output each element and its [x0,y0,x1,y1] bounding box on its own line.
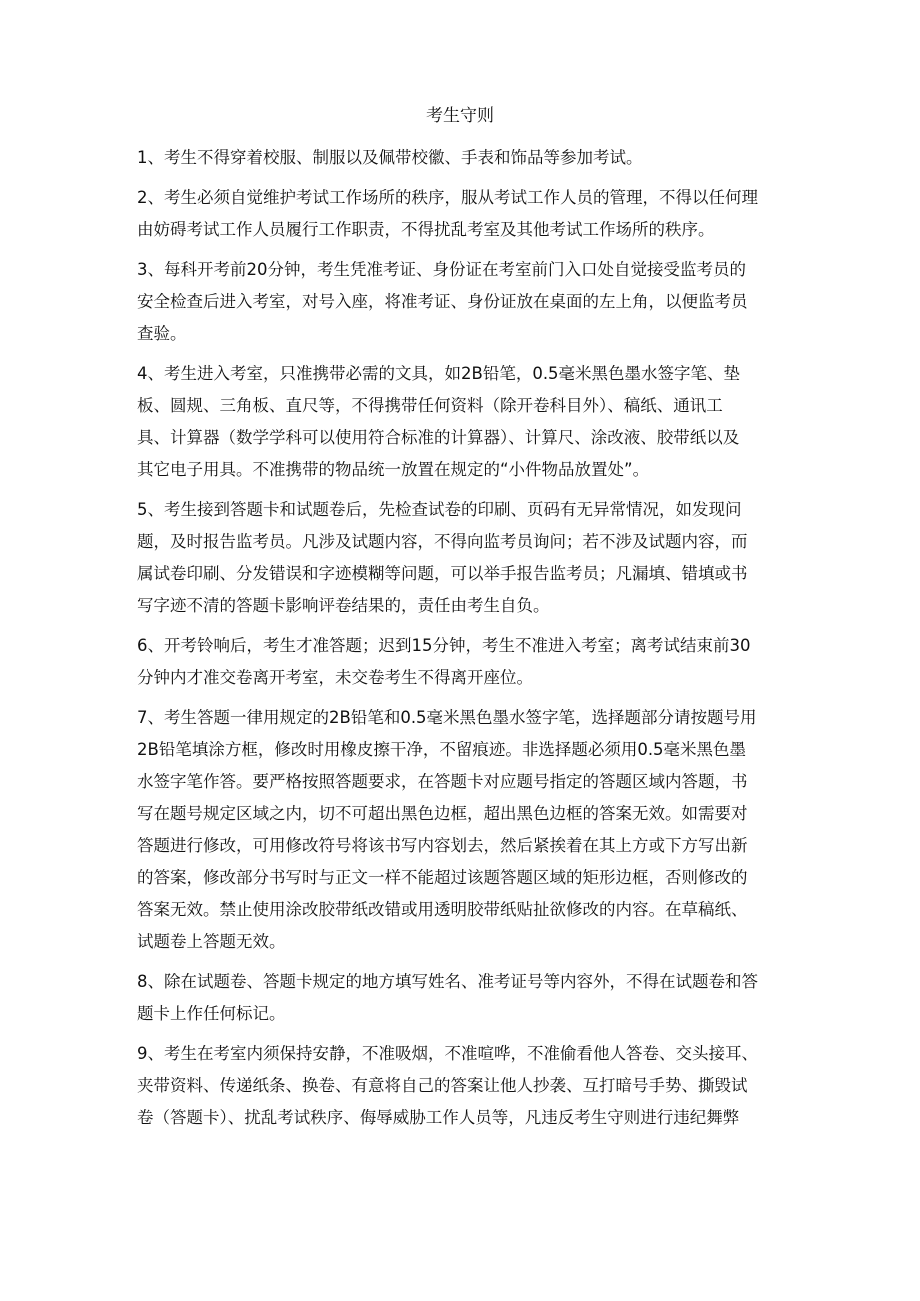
body-line: 卷（答题卡）、扰乱考试秩序、侮辱威胁工作人员等，凡违反考生守则进行违纪舞弊 [137,1108,740,1127]
body-line: 4、考生进入考室，只准携带必需的文具，如2B铅笔，0.5毫米黑色墨水签字笔、垫 [137,364,741,383]
body-line: 答案无效。禁止使用涂改胶带纸改错或用透明胶带纸贴扯欲修改的内容。在草稿纸、 [137,900,748,919]
body-line: 5、考生接到答题卡和试题卷后，先检查试卷的印刷、页码有无异常情况，如发现问 [137,500,742,519]
body-line: 2B铅笔填涂方框，修改时用橡皮擦干净，不留痕迹。非选择题必须用0.5毫米黑色墨 [137,740,747,759]
body-line: 由妨碍考试工作人员履行工作职责，不得扰乱考室及其他考试工作场所的秩序。 [137,220,715,239]
body-line: 题，及时报告监考员。凡涉及试题内容，不得向监考员询问；若不涉及试题内容，而 [137,532,748,551]
body-line: 3、每科开考前20分钟，考生凭准考证、身份证在考室前门入口处自觉接受监考员的 [137,260,746,279]
body-line: 其它电子用具。不准携带的物品统一放置在规定的“小件物品放置处”。 [137,460,650,479]
body-line: 写在题号规定区域之内，切不可超出黑色边框，超出黑色边框的答案无效。如需要对 [137,804,748,823]
body-line: 1、考生不得穿着校服、制服以及佩带校徽、手表和饰品等参加考试。 [137,148,643,167]
page-title: 考生守则 [426,106,494,126]
body-line: 属试卷印刷、分发错误和字迹模糊等问题，可以举手报告监考员；凡漏填、错填或书 [137,564,748,583]
body-line: 分钟内才准交卷离开考室，未交卷考生不得离开座位。 [137,668,533,687]
body-line: 具、计算器（数学学科可以使用符合标准的计算器）、计算尺、涂改液、胶带纸以及 [137,428,740,447]
body-line: 的答案，修改部分书写时与正文一样不能超过该题答题区域的矩形边框，否则修改的 [137,868,748,887]
body-line: 7、考生答题一律用规定的2B铅笔和0.5毫米黑色墨水签字笔，选择题部分请按题号用 [137,708,757,727]
body-line: 水签字笔作答。要严格按照答题要求，在答题卡对应题号指定的答题区域内答题，书 [137,772,748,791]
body-line: 板、圆规、三角板、直尺等，不得携带任何资料（除开卷科目外）、稿纸、通讯工 [137,396,723,415]
body-line: 题卡上作任何标记。 [137,1004,286,1023]
body-line: 试题卷上答题无效。 [137,932,286,951]
body-line: 6、开考铃响后，考生才准答题；迟到15分钟，考生不准进入考室；离考试结束前30 [137,636,751,655]
body-line: 答题进行修改，可用修改符号将该书写内容划去，然后紧挨着在其上方或下方写出新 [137,836,748,855]
body-line: 夹带资料、传递纸条、换卷、有意将自己的答案让他人抄袭、互打暗号手势、撕毁试 [137,1076,748,1095]
body-line: 9、考生在考室内须保持安静，不准吸烟，不准喧哗，不准偷看他人答卷、交头接耳、 [137,1044,758,1063]
body-line: 查验。 [137,324,187,343]
body-line: 2、考生必须自觉维护考试工作场所的秩序，服从考试工作人员的管理，不得以任何理 [137,188,758,207]
body-line: 写字迹不清的答题卡影响评卷结果的，责任由考生自负。 [137,596,550,615]
body-line: 安全检查后进入考室，对号入座，将准考证、身份证放在桌面的左上角，以便监考员 [137,292,748,311]
body-line: 8、除在试题卷、答题卡规定的地方填写姓名、准考证号等内容外，不得在试题卷和答 [137,972,758,991]
